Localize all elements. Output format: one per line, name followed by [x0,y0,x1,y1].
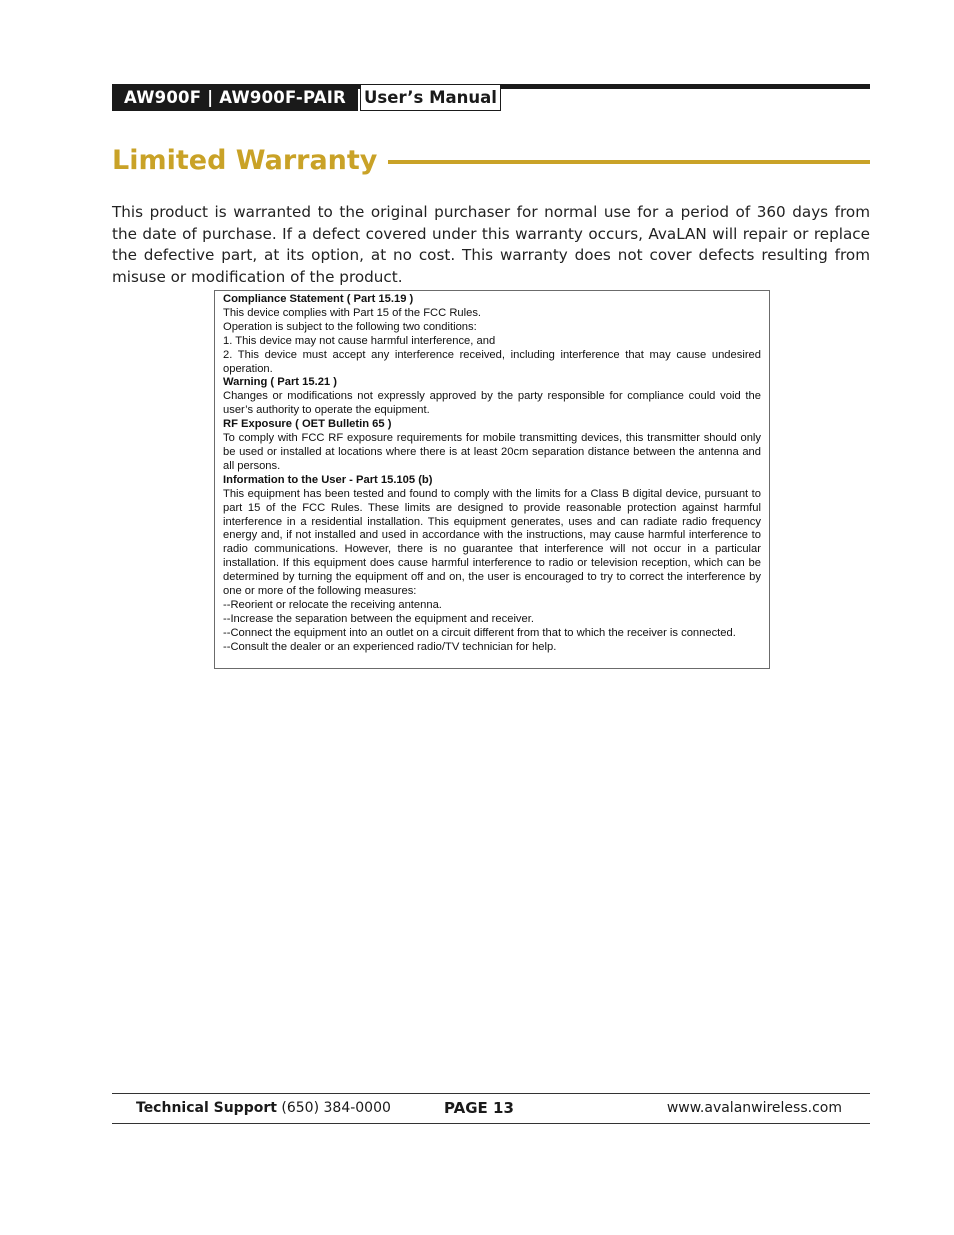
page-number: PAGE 13 [444,1099,514,1117]
fcc-statement-box [214,290,770,669]
support-info [136,1099,391,1117]
section-title-row [112,144,870,180]
section-title: Limited Warranty [112,145,378,176]
compliance-heading: Compliance Statement ( Part 15.19 ) [223,293,414,305]
warning-text: Changes or modifications not expressly approved by the party responsible for compliance could void the user’s authority to operate the equipment. [223,390,761,417]
rf-exposure-heading: RF Exposure ( OET Bulletin 65 ) [223,418,392,431]
manual-label: User’s Manual [360,84,501,111]
measure-item: --Increase the separation between the equipment and receiver. [223,612,534,625]
rf-exposure-text: To comply with FCC RF exposure requirements for mobile transmitting devices, this transmitter should only be used or installed at locations where there is at least 20cm separation distance between the antenna and all persons. [223,432,761,472]
compliance-line: 1. This device may not cause harmful interference, and [223,334,496,347]
compliance-line: This device complies with Part 15 of the FCC Rules. [223,306,482,319]
warning-heading: Warning ( Part 15.21 ) [223,376,337,389]
compliance-line: Operation is subject to the following two conditions: [223,320,477,333]
title-underline-rule [388,160,870,164]
website-url: www.avalanwireless.com [666,1100,842,1116]
support-phone: (650) 384-0000 [281,1100,391,1116]
product-name: AW900F | AW900F-PAIR [112,84,358,111]
measure-item: --Consult the dealer or an experienced radio/TV technician for help. [223,640,557,653]
page-footer [112,1093,870,1124]
user-info-text: This equipment has been tested and found to comply with the limits for a Class B digital device, pursuant to part 15 of the FCC Rules. These limits are designed to provide reasonable protection against harmful interference in a residential installation. This equipment generates, uses and can radiate radio frequency energy and, if not installed and used in accordance with the instructions, may cause harmful interference to radio communications. However, there is no guarantee that interference will not occur in a particular installation. If this equipment does cause harmful interference to radio or television reception, which can be determined by turning the equipment off and on, the user is encouraged to try to correct the interference by one or more of the following measures: [223,487,761,598]
warranty-paragraph: This product is warranted to the original purchaser for normal use for a period of 360 days from the date of purchase. If a defect covered under this warranty occurs, AvaLAN will repair or replace the defective part, at its option, at no cost. This warranty does not cover defects resulting from misuse or modification of the product. [112,203,870,286]
measure-item: --Connect the equipment into an outlet on a circuit different from that to which the receiver is connected. [223,626,736,639]
measure-item: --Reorient or relocate the receiving antenna. [223,598,442,611]
user-info-heading: Information to the User - Part 15.105 (b) [223,473,433,486]
page-header [112,84,870,111]
compliance-line: 2. This device must accept any interference received, including interference that may cause undesired operation. [223,348,761,375]
support-label: Technical Support [136,1100,277,1116]
